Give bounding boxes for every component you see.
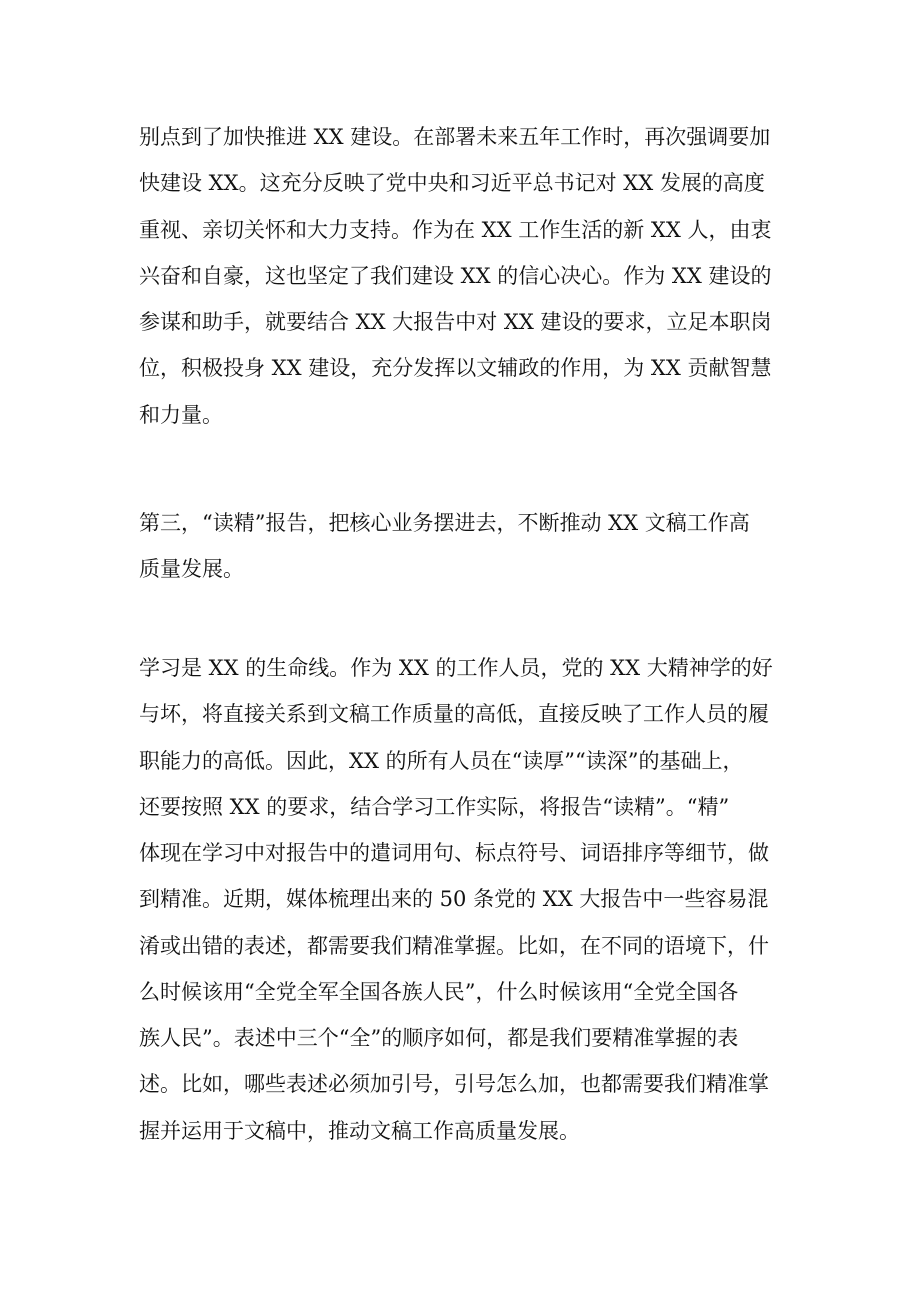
text-line: 还要按照 XX 的要求，结合学习工作实际，将报告“读精”。“精” — [139, 794, 730, 819]
text-line: 第三，“读精”报告，把核心业务摆进去，不断推动 XX 文稿工作高 — [139, 511, 750, 535]
text-line: 淆或出错的表述，都需要我们精准掌握。比如，在不同的语境下，什 — [139, 933, 769, 958]
text-line: 重视、亲切关怀和大力支持。作为在 XX 工作生活的新 XX 人，由衷 — [139, 217, 772, 242]
paragraph-section-three-heading — [139, 505, 789, 587]
text-line: 和力量。 — [139, 402, 223, 427]
text-line: 质量发展。 — [139, 557, 244, 582]
text-line: 快建设 XX。这充分反映了党中央和习近平总书记对 XX 发展的高度 — [139, 171, 765, 196]
text-line: 别点到了加快推进 XX 建设。在部署未来五年工作时，再次强调要加 — [139, 125, 771, 149]
text-line: 族人民”。表述中三个“全”的顺序如何，都是我们要精准掌握的表 — [139, 1026, 739, 1050]
text-line: 职能力的高低。因此，XX 的所有人员在“读厚”“读深”的基础上， — [139, 748, 744, 773]
text-line: 述。比如，哪些表述必须加引号，引号怎么加，也都需要我们精准掌 — [139, 1072, 769, 1097]
text-line: 体现在学习中对报告中的遣词用句、标点符号、词语排序等细节，做 — [139, 841, 769, 865]
text-line: 兴奋和自豪，这也坚定了我们建设 XX 的信心决心。作为 XX 建设的 — [139, 263, 772, 288]
text-line: 学习是 XX 的生命线。作为 XX 的工作人员，党的 XX 大精神学的好 — [139, 656, 773, 680]
text-line: 与坏，将直接关系到文稿工作质量的高低，直接反映了工作人员的履 — [139, 702, 769, 727]
paragraph-study-lifeline — [139, 650, 789, 1149]
text-line: 到精准。近期，媒体梳理出来的 50 条党的 XX 大报告中一些容易混 — [139, 887, 769, 912]
text-line: 参谋和助手，就要结合 XX 大报告中对 XX 建设的要求，立足本职岗 — [139, 310, 772, 334]
text-line: 握并运用于文稿中，推动文稿工作高质量发展。 — [139, 1118, 580, 1143]
text-line: 位，积极投身 XX 建设，充分发挥以文辅政的作用，为 XX 贡献智慧 — [139, 356, 772, 381]
paragraph-xx-construction — [139, 119, 789, 433]
text-line: 么时候该用“全党全军全国各族人民”，什么时候该用“全党全国各 — [139, 979, 739, 1004]
